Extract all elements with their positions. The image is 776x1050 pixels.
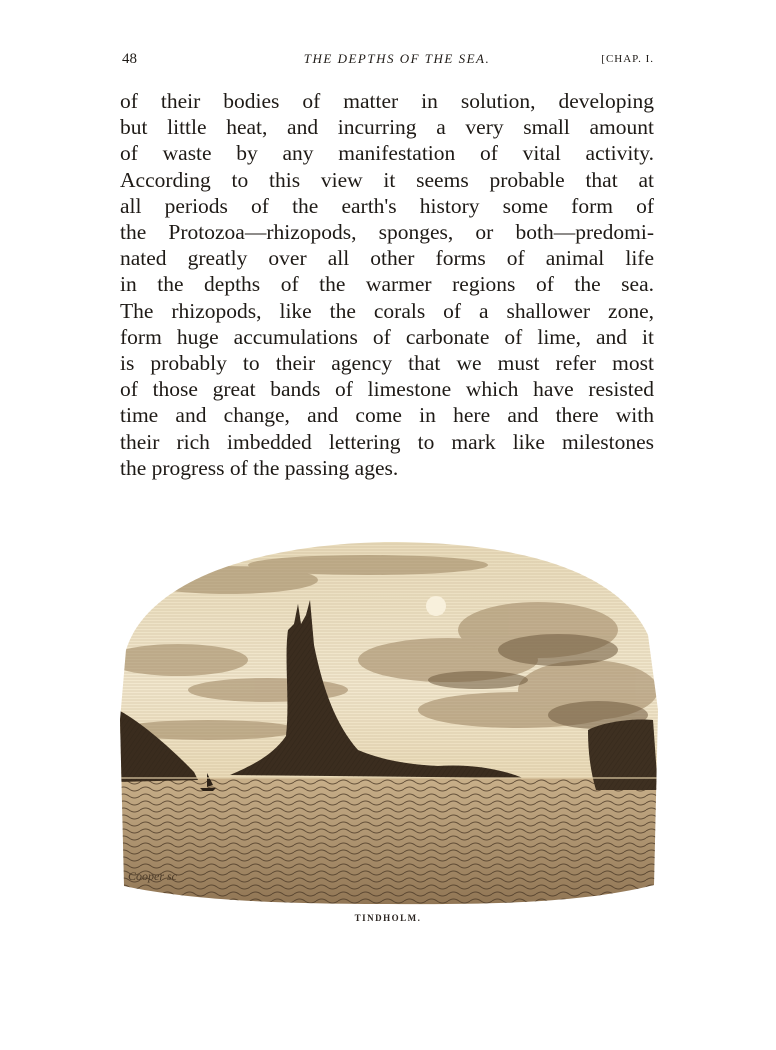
text-line: the Protozoa—rhizopods, sponges, or both—predomi- [120,220,654,245]
running-title: THE DEPTHS OF THE SEA. [303,51,491,66]
chapter-reference: [CHAP. I. [601,53,654,65]
text-line: form huge accumulations of carbonate of lime, and it [120,324,654,349]
sun-glow [426,596,446,616]
text-line: of those great bands of limestone which have resisted [120,377,654,402]
text-line: nated greatly over all other forms of animal life [120,246,654,271]
figure-caption: TINDHOLM. [354,913,422,923]
page-number: 48 [122,51,137,67]
text-line: the progress of the passing ages. [120,455,399,480]
text-line: all periods of the earth's history some form of [120,193,654,218]
text-line: is probably to their agency that we must refer most [120,351,654,376]
text-line: According to this view it seems probable that at [120,167,654,192]
text-line: of waste by any manifestation of vital activity. [120,141,654,166]
text-line: The rhizopods, like the corals of a shallower zone, [120,298,654,323]
text-line: but little heat, and incurring a very small amount [120,115,654,140]
body-paragraph [120,88,654,481]
text-line: their rich imbedded lettering to mark like milestones [120,429,654,454]
text-line: of their bodies of matter in solution, developing [120,89,654,113]
text-line: time and change, and come in here and there with [120,403,654,428]
text-line: in the depths of the warmer regions of the sea. [120,272,654,297]
engraving-svg [118,540,658,905]
engraver-signature: Cooper sc [128,869,177,883]
running-head [122,48,654,70]
tindholm-engraving [118,540,658,905]
